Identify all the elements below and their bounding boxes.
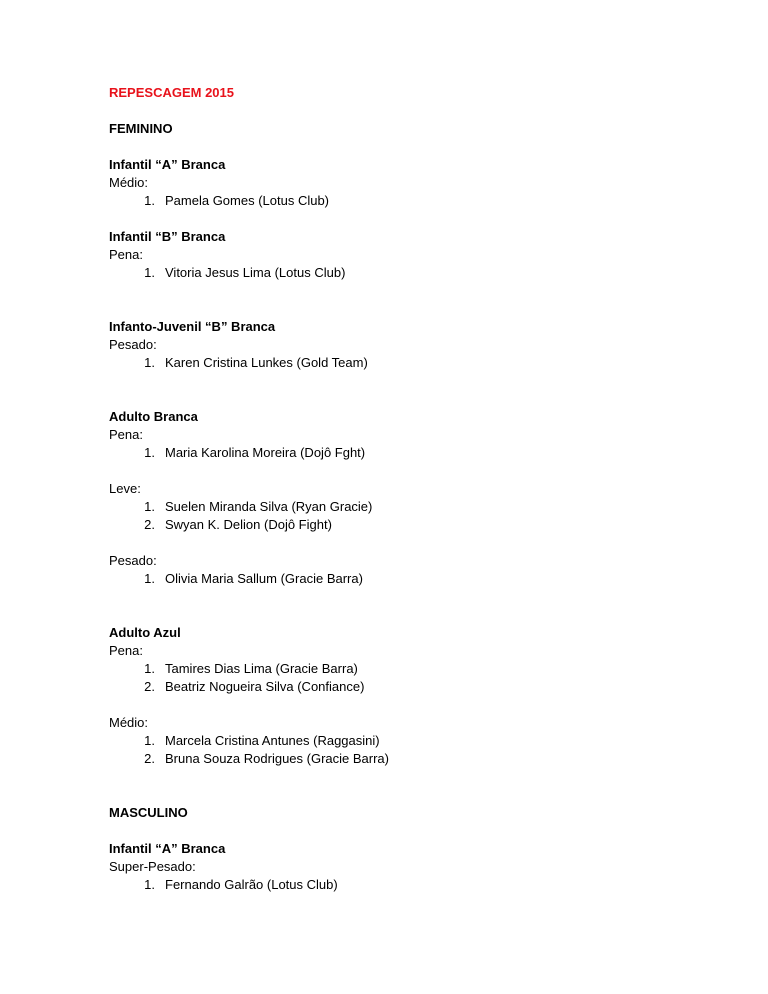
weight-class-label: Pena: — [109, 643, 143, 658]
list-item — [109, 750, 709, 768]
list-number: 2. — [144, 517, 155, 532]
weight-class-label: Médio: — [109, 715, 149, 730]
list-number: 1. — [144, 733, 155, 748]
weight-class-label: Leve: — [109, 481, 141, 496]
document-title: REPESCAGEM 2015 — [109, 85, 234, 100]
category-heading: Infanto-Juvenil “B” Branca — [109, 319, 276, 334]
athlete-name: Marcela Cristina Antunes (Raggasini) — [165, 733, 380, 748]
list-item — [109, 660, 709, 678]
weight-class-label: Médio: — [109, 175, 149, 190]
athlete-name: Olivia Maria Sallum (Gracie Barra) — [165, 571, 363, 586]
weight-class-label: Pena: — [109, 427, 143, 442]
category-heading: Adulto Azul — [109, 625, 181, 640]
document-body — [109, 84, 709, 894]
list-number: 1. — [144, 193, 155, 208]
list-item — [109, 192, 709, 210]
list-number: 1. — [144, 661, 155, 676]
list-number: 1. — [144, 355, 155, 370]
category-heading: Adulto Branca — [109, 409, 198, 424]
list-number: 1. — [144, 877, 155, 892]
athlete-name: Swyan K. Delion (Dojô Fight) — [165, 517, 332, 532]
athlete-name: Vitoria Jesus Lima (Lotus Club) — [165, 265, 346, 280]
list-item — [109, 570, 709, 588]
list-number: 1. — [144, 571, 155, 586]
category-heading: Infantil “A” Branca — [109, 157, 226, 172]
weight-class-label: Pesado: — [109, 553, 157, 568]
category-heading: Infantil “B” Branca — [109, 229, 226, 244]
list-item — [109, 444, 709, 462]
athlete-name: Maria Karolina Moreira (Dojô Fght) — [165, 445, 366, 460]
athlete-name: Tamires Dias Lima (Gracie Barra) — [165, 661, 358, 676]
list-number: 1. — [144, 265, 155, 280]
list-item — [109, 678, 709, 696]
category-heading: Infantil “A” Branca — [109, 841, 226, 856]
athlete-name: Beatriz Nogueira Silva (Confiance) — [165, 679, 365, 694]
section-heading-masculino: MASCULINO — [109, 805, 188, 820]
list-item — [109, 876, 709, 894]
athlete-name: Fernando Galrão (Lotus Club) — [165, 877, 338, 892]
section-heading-feminino: FEMININO — [109, 121, 173, 136]
list-item — [109, 516, 709, 534]
weight-class-label: Pena: — [109, 247, 143, 262]
athlete-name: Bruna Souza Rodrigues (Gracie Barra) — [165, 751, 389, 766]
list-number: 2. — [144, 751, 155, 766]
list-number: 2. — [144, 679, 155, 694]
list-item — [109, 732, 709, 750]
list-number: 1. — [144, 445, 155, 460]
weight-class-label: Pesado: — [109, 337, 157, 352]
list-item — [109, 264, 709, 282]
athlete-name: Karen Cristina Lunkes (Gold Team) — [165, 355, 368, 370]
list-number: 1. — [144, 499, 155, 514]
list-item — [109, 354, 709, 372]
athlete-name: Suelen Miranda Silva (Ryan Gracie) — [165, 499, 373, 514]
list-item — [109, 498, 709, 516]
athlete-name: Pamela Gomes (Lotus Club) — [165, 193, 330, 208]
weight-class-label: Super-Pesado: — [109, 859, 196, 874]
